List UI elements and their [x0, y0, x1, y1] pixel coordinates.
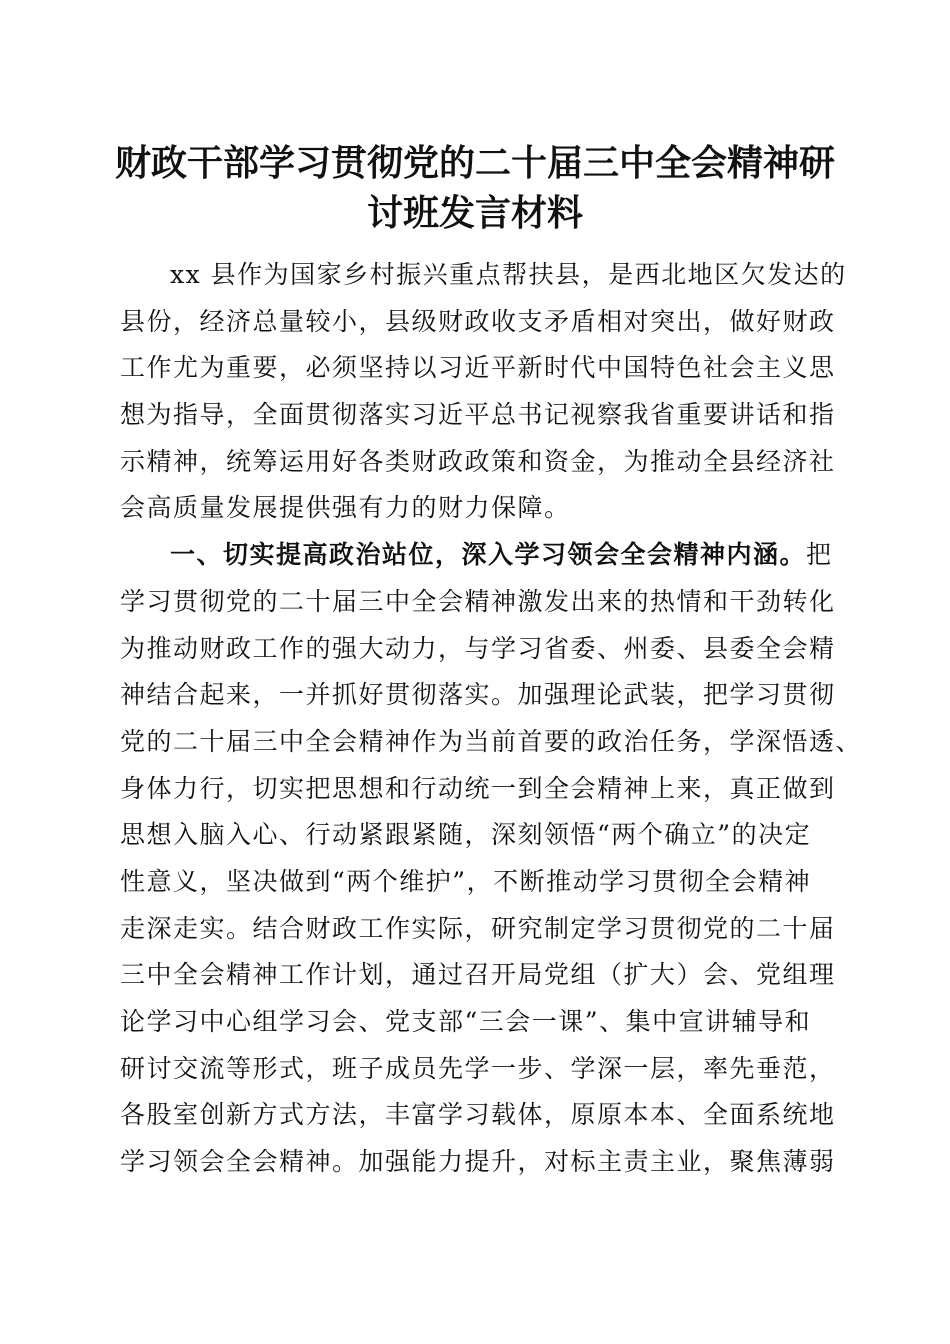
paragraph-line: 学习贯彻党的二十届三中全会精神激发出来的热情和干劲转化	[120, 586, 836, 616]
paragraph-line: 县份，经济总量较小，县级财政收支矛盾相对突出，做好财政	[120, 306, 836, 336]
paragraph-line: 为推动财政工作的强大动力，与学习省委、州委、县委全会精	[120, 633, 836, 663]
paragraph-line: 三中全会精神工作计划，通过召开局党组（扩大）会、党组理	[120, 960, 836, 990]
document-title	[110, 138, 840, 238]
section-heading-tail: 把	[806, 540, 833, 570]
paragraph-line: 思想入脑入心、行动紧跟紧随，深刻领悟“两个确立”的决定	[120, 820, 812, 850]
paragraph-line: 党的二十届三中全会精神作为当前首要的政治任务，学深悟透、	[120, 726, 863, 756]
paragraph-line: 各股室创新方式方法，丰富学习载体，原原本本、全面系统地	[120, 1100, 836, 1130]
paragraph-line: 性意义，坚决做到“两个维护”，不断推动学习贯彻全会精神	[120, 866, 812, 896]
title-line-1: 财政干部学习贯彻党的二十届三中全会精神研	[114, 142, 835, 184]
paragraph-line: 会高质量发展提供强有力的财力保障。	[120, 493, 571, 523]
paragraph-line: 论学习中心组学习会、党支部“三会一课”、集中宣讲辅导和	[120, 1007, 812, 1036]
paragraph-line: xx 县作为国家乡村振兴重点帮扶县，是西北地区欠发达的	[170, 260, 847, 289]
paragraph-line: 想为指导，全面贯彻落实习近平总书记视察我省重要讲话和指	[120, 400, 836, 430]
paragraph-line: 研讨交流等形式，班子成员先学一步、学深一层，率先垂范，	[120, 1053, 836, 1083]
paragraph-line: 走深走实。结合财政工作实际，研究制定学习贯彻党的二十届	[120, 913, 836, 943]
section-heading: 一、切实提高政治站位，深入学习领会全会精神内涵。	[170, 540, 807, 570]
document-body	[120, 252, 863, 1186]
paragraph-line: 学习领会全会精神。加强能力提升，对标主责主业，聚焦薄弱	[120, 1147, 836, 1177]
paragraph-line: 示精神，统筹运用好各类财政政策和资金，为推动全县经济社	[120, 446, 836, 476]
paragraph-line: 神结合起来，一并抓好贯彻落实。加强理论武装，把学习贯彻	[120, 680, 836, 710]
paragraph-line: 身体力行，切实把思想和行动统一到全会精神上来，真正做到	[120, 773, 836, 803]
paragraph-line: 工作尤为重要，必须坚持以习近平新时代中国特色社会主义思	[120, 353, 836, 383]
section-heading-line	[120, 532, 840, 579]
title-line-2: 讨班发言材料	[366, 192, 583, 234]
